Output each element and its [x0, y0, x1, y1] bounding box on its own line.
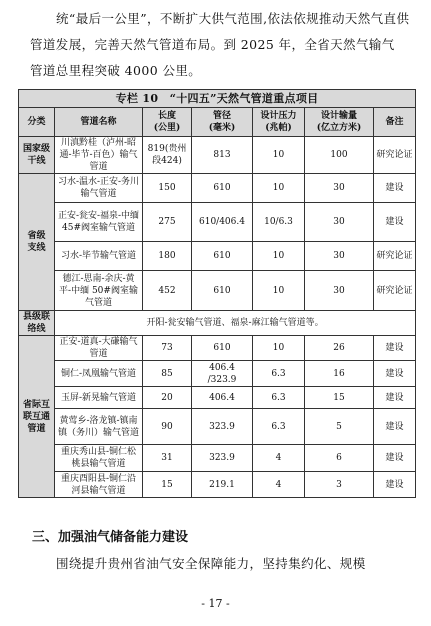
name-cell: 重庆秀山县-铜仁松桃县输气管道	[55, 445, 143, 472]
capacity-cell: 30	[305, 242, 374, 271]
intro-paragraph	[30, 6, 410, 84]
diameter-cell: 406.4 /323.9	[192, 361, 253, 387]
name-cell: 铜仁-凤凰输气管道	[55, 361, 143, 387]
intro-line: 管道发展，完善天然气管道布局。到 2025 年，全省天然气输气	[30, 37, 395, 52]
diameter-cell: 219.1	[192, 472, 253, 498]
length-cell: 275	[143, 203, 192, 242]
note-cell: 建设	[374, 336, 416, 361]
table-row	[19, 203, 416, 242]
pipeline-projects-table	[18, 89, 416, 498]
pressure-cell: 10	[253, 271, 305, 311]
table-row	[19, 361, 416, 387]
capacity-cell: 6	[305, 445, 374, 472]
diameter-cell: 610	[192, 336, 253, 361]
capacity-cell: 30	[305, 174, 374, 203]
diameter-cell: 610	[192, 271, 253, 311]
table-row	[19, 311, 416, 336]
diameter-cell: 323.9	[192, 445, 253, 472]
note-cell: 建设	[374, 472, 416, 498]
capacity-cell: 15	[305, 387, 374, 409]
name-cell: 重庆酉阳县-铜仁沿河县输气管道	[55, 472, 143, 498]
pressure-cell: 10/6.3	[253, 203, 305, 242]
pressure-cell: 4	[253, 472, 305, 498]
name-cell: 黄莺乡-洛龙镇-镇南镇（务川）输气管道	[55, 409, 143, 445]
name-cell: 玉屏-新晃输气管道	[55, 387, 143, 409]
diameter-cell: 406.4	[192, 387, 253, 409]
column-header: 长度 (公里)	[143, 108, 192, 137]
length-cell: 73	[143, 336, 192, 361]
length-cell: 180	[143, 242, 192, 271]
column-header: 设计压力 (兆帕)	[253, 108, 305, 137]
category-cell: 省级 支线	[19, 174, 55, 311]
capacity-cell: 16	[305, 361, 374, 387]
table-row	[19, 271, 416, 311]
pressure-cell: 6.3	[253, 361, 305, 387]
note-cell: 建设	[374, 387, 416, 409]
category-cell: 省际互 联互通 管道	[19, 336, 55, 498]
pressure-cell: 10	[253, 137, 305, 174]
column-header: 管径 (毫米)	[192, 108, 253, 137]
pressure-cell: 6.3	[253, 409, 305, 445]
capacity-cell: 30	[305, 203, 374, 242]
column-header: 设计输量 (亿立方米)	[305, 108, 374, 137]
table-row	[19, 445, 416, 472]
wide-cell: 开阳-瓮安输气管道、福泉-麻江输气管道等。	[55, 311, 416, 336]
table-row	[19, 336, 416, 361]
name-cell: 习水-温水-正安-务川输气管道	[55, 174, 143, 203]
note-cell: 建设	[374, 174, 416, 203]
table-row	[19, 409, 416, 445]
table-row	[19, 242, 416, 271]
note-cell: 建设	[374, 445, 416, 472]
note-cell: 研究论证	[374, 242, 416, 271]
pressure-cell: 10	[253, 242, 305, 271]
capacity-cell: 3	[305, 472, 374, 498]
name-cell: 正安-瓮安-福泉-中缅 45#阀室输气管道	[55, 203, 143, 242]
length-cell: 452	[143, 271, 192, 311]
diameter-cell: 610/406.4	[192, 203, 253, 242]
name-cell: 德江-思南-余庆-黄平-中缅 50#阀室输气管道	[55, 271, 143, 311]
table-title: 专栏 10 “十四五”天然气管道重点项目	[19, 90, 416, 108]
capacity-cell: 26	[305, 336, 374, 361]
length-cell: 150	[143, 174, 192, 203]
category-cell: 县级联络线	[19, 311, 55, 336]
length-cell: 20	[143, 387, 192, 409]
page-number: - 17 -	[201, 597, 230, 610]
diameter-cell: 610	[192, 242, 253, 271]
capacity-cell: 100	[305, 137, 374, 174]
pressure-cell: 10	[253, 174, 305, 203]
length-cell: 15	[143, 472, 192, 498]
intro-line: 统“最后一公里”，不断扩大供气范围,依法依规推动天然气直供	[56, 11, 410, 26]
category-cell: 国家级 干线	[19, 137, 55, 174]
name-cell: 正安-道真-大磏输气管道	[55, 336, 143, 361]
table-row	[19, 387, 416, 409]
column-header: 管道名称	[55, 108, 143, 137]
length-cell: 90	[143, 409, 192, 445]
note-cell: 建设	[374, 203, 416, 242]
pressure-cell: 6.3	[253, 387, 305, 409]
length-cell: 85	[143, 361, 192, 387]
diameter-cell: 323.9	[192, 409, 253, 445]
name-cell: 川滇黔桂（泸州-昭通-毕节-百色）输气管道	[55, 137, 143, 174]
capacity-cell: 30	[305, 271, 374, 311]
note-cell: 研究论证	[374, 271, 416, 311]
table-row	[19, 174, 416, 203]
length-cell: 819(贵州段424)	[143, 137, 192, 174]
table-row	[19, 472, 416, 498]
closing-line: 围绕提升贵州省油气安全保障能力，坚持集约化、规模	[56, 556, 366, 571]
pressure-cell: 4	[253, 445, 305, 472]
length-cell: 31	[143, 445, 192, 472]
intro-line: 管道总里程突破 4000 公里。	[30, 63, 202, 78]
capacity-cell: 5	[305, 409, 374, 445]
name-cell: 习水-毕节输气管道	[55, 242, 143, 271]
note-cell: 建设	[374, 361, 416, 387]
note-cell: 研究论证	[374, 137, 416, 174]
pressure-cell: 10	[253, 336, 305, 361]
note-cell: 建设	[374, 409, 416, 445]
column-header: 备注	[374, 108, 416, 137]
diameter-cell: 813	[192, 137, 253, 174]
diameter-cell: 610	[192, 174, 253, 203]
section-heading: 三、加强油气储备能力建设	[32, 530, 189, 545]
column-header: 分类	[19, 108, 55, 137]
table-row	[19, 137, 416, 174]
